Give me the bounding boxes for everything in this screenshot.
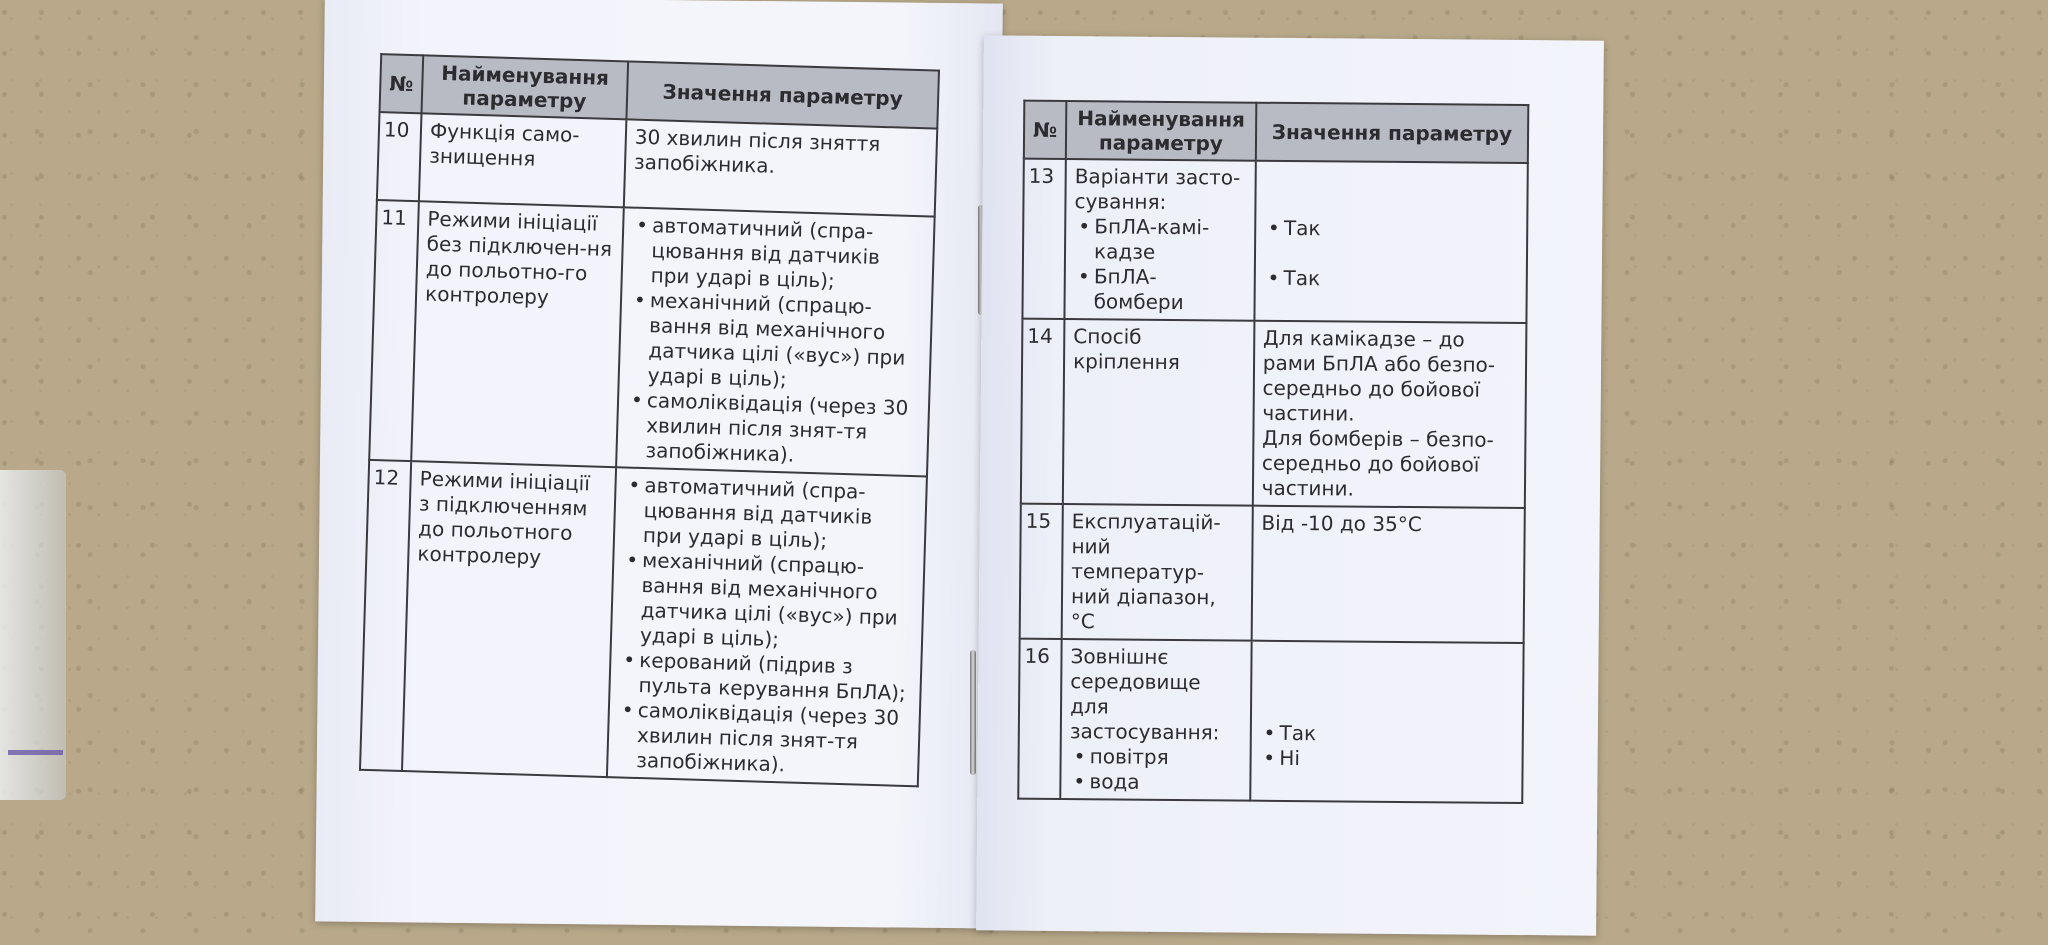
header-value: Значення параметру — [626, 61, 939, 128]
row-value: Від -10 до 35°C — [1251, 506, 1524, 643]
list-item: • Так — [1259, 721, 1513, 748]
row-name: Спосіб кріплення — [1063, 319, 1254, 506]
row-name: Режими ініціації без підключен-ня до польотно-го контролеру — [411, 201, 623, 467]
header-num: № — [380, 54, 424, 113]
table-row — [377, 112, 937, 217]
row-name — [1060, 639, 1251, 801]
header-num: № — [1024, 101, 1067, 159]
row-num: 16 — [1018, 639, 1061, 799]
table-row — [1021, 319, 1527, 508]
list-item: • автоматичний (спра-цювання від датчиків при ударі в ціль); — [623, 472, 918, 556]
table-row — [369, 200, 934, 476]
list-item: • керований (підрив з пульта керування БпЛА); — [618, 647, 912, 706]
header-value: Значення параметру — [1256, 103, 1529, 163]
list-item: • механічний (спрацю-вання від механічного датчика цілі («вус») при ударі в ціль); — [620, 547, 916, 656]
row-name: Експлуатацій-ний температур-ний діапазон, °C — [1062, 504, 1253, 641]
booklet-page-left — [315, 0, 1003, 929]
table-row — [1018, 639, 1523, 803]
header-name: Найменування параметру — [422, 55, 628, 119]
row-num: 11 — [369, 200, 419, 461]
plastic-bag-edge — [0, 470, 66, 800]
row-num: 14 — [1021, 319, 1065, 504]
value-line: Для бомберів – безпо-середньо до бойової частини. — [1261, 425, 1494, 501]
row-value — [1250, 641, 1524, 803]
list-item: • Ні — [1259, 746, 1513, 773]
list-item: • автоматичний (спра-цювання від датчиків при ударі в ціль); — [630, 213, 925, 297]
row-name: Режими ініціації з підключенням до польотного контролеру — [402, 461, 616, 777]
table-row — [1022, 159, 1527, 323]
row-value — [607, 467, 927, 786]
list-item: • БпЛА-бомбери — [1074, 264, 1246, 315]
row-num: 10 — [377, 112, 422, 201]
row-value — [1254, 161, 1528, 323]
row-num: 15 — [1020, 504, 1063, 639]
row-num: 12 — [360, 460, 411, 771]
list-item: • Так — [1263, 266, 1517, 293]
value-line: Для камікадзе – до рами БпЛА або безпо-середньо до бойової частини. — [1262, 325, 1496, 426]
row-value — [1253, 321, 1527, 508]
booklet-page-right — [976, 35, 1604, 935]
row-name: Функція само-знищення — [419, 113, 626, 207]
list-item: • БпЛА-камі-кадзе — [1074, 214, 1246, 265]
list-item: • повітря — [1070, 744, 1242, 770]
header-name: Найменування параметру — [1066, 101, 1256, 161]
spec-table-right — [1017, 100, 1529, 804]
row-num: 13 — [1022, 159, 1065, 319]
list-item: • самоліквідація (через 30 хвилин після знят-тя запобіжника). — [616, 697, 911, 781]
list-item: • Так — [1264, 216, 1518, 243]
row-value — [616, 207, 935, 476]
list-item: • самоліквідація (через 30 хвилин після знят-тя запобіжника). — [625, 388, 920, 472]
bag-stripe — [8, 750, 63, 755]
row-name-text: Зовнішнє середовище для застосування: — [1069, 644, 1220, 745]
table-row — [360, 460, 927, 786]
list-item: • вода — [1069, 769, 1241, 795]
row-name-text: Варіанти засто-сування: — [1074, 164, 1241, 214]
row-value: 30 хвилин після зняття запобіжника. — [624, 119, 938, 216]
spec-table-left — [359, 53, 940, 787]
table-row — [1020, 504, 1525, 643]
row-name — [1065, 159, 1256, 321]
staple-bottom — [970, 650, 976, 775]
list-item: • механічний (спрацю-вання від механічного датчика цілі («вус») при ударі в ціль); — [627, 288, 923, 397]
table-header-row — [1024, 101, 1528, 163]
